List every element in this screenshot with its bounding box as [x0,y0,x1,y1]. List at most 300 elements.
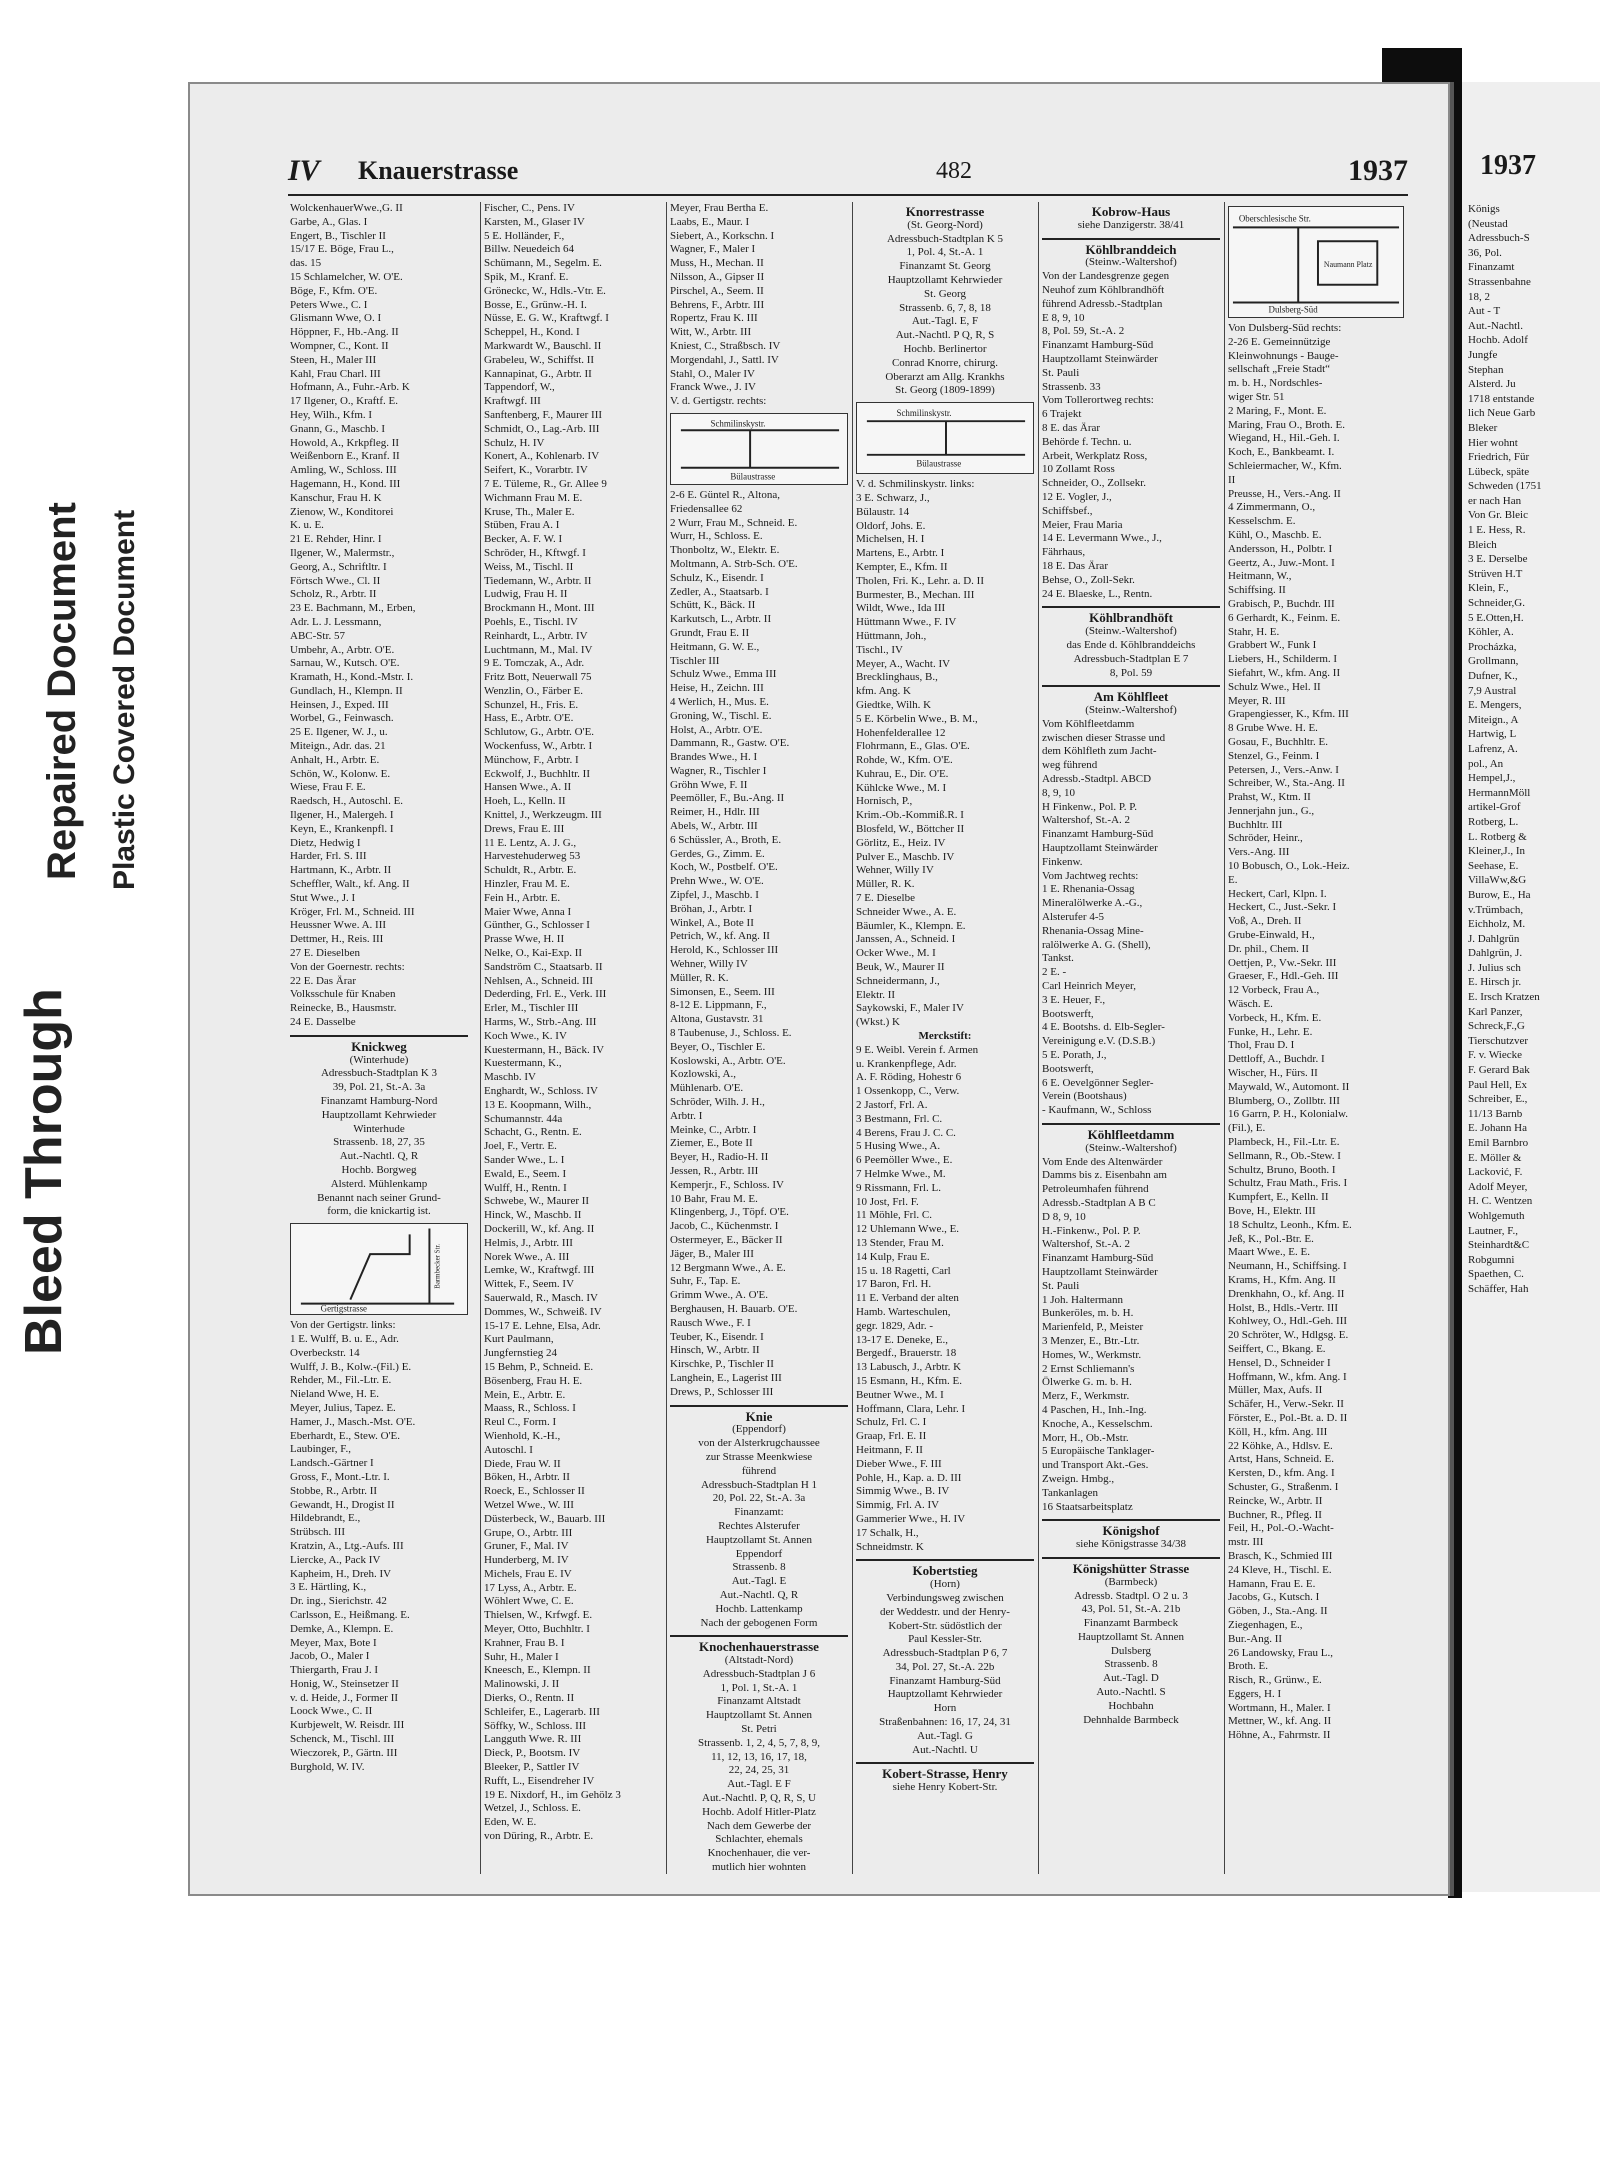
entry-line: Suhr, F., Tap. E. [670,1275,741,1288]
next-page-lines [1468,202,1600,1297]
entry-line: Kuestermann, H., Bäck. IV [484,1043,605,1056]
entry-line: Zipfel, J., Maschb. I [670,889,759,902]
section-title: Köhlbrandhöft [1042,606,1220,625]
entry-line: Keyn, E., Krankenpfl. I [290,822,394,835]
entry-line: siehe Henry Kobert-Str. [892,1781,998,1794]
entry-line: Hornisch, P., [856,795,913,808]
entry-line: Sarnau, W., Kutsch. O'E. [290,657,400,670]
entry-line: 18, 2 [1468,290,1490,303]
entry-line: 12 Vorbeck, Frau A., [1228,984,1320,997]
entry-line: Tankanlagen [1042,1486,1099,1499]
section-subtitle: (Horn) [930,1578,960,1591]
entry-line: VillaWw,&G [1468,874,1527,887]
entry-line: Geertz, A., Juw.-Mont. I [1228,556,1335,569]
entry-line: Rohde, W., Kfm. O'E. [856,754,953,767]
entry-line: Dr. phil., Chem. II [1228,942,1309,955]
entry-line: Autoschl. I [484,1443,533,1456]
entry-line: Dieber Wwe., F. III [856,1457,942,1470]
entry-line: Hansen Wwe., A. II [484,781,572,794]
entry-line: Meyer, Frau Bertha E. [670,202,769,214]
entry-line: Kannapinat, G., Arbtr. II [484,367,592,380]
entry-line: Sandström C., Staatsarb. II [484,960,603,973]
entry-line: Prahst, W., Ktm. II [1228,791,1311,804]
entry-line: Simonsen, E., Seem. III [670,985,775,998]
merckstift-title: Merckstift: [918,1030,972,1043]
section-lines [1042,219,1220,233]
entry-line: Stahr, H. E. [1228,625,1280,638]
entry-line: Overbeckstr. 14 [290,1346,360,1359]
entry-line: Mineralölwerke A.-G., [1042,897,1143,910]
entry-line: Kemperjr., F., Schloss. IV [670,1178,785,1191]
entry-line: Koch, E., Bankbeamt. I. [1228,446,1335,459]
entry-line: Grabisch, P., Buchdr. III [1228,597,1335,610]
entry-line: Maring, Frau O., Broth. E. [1228,418,1346,431]
map-label-3: Dulsberg-Süd [1268,304,1318,315]
entry-line: Hamer, J., Masch.-Mst. O'E. [290,1415,416,1428]
entry-line: 4 Werlich, H., Mus. E. [670,695,769,708]
entry-line: von Düring, R., Arbtr. E. [484,1830,594,1843]
entry-line: Dammann, R., Gastw. O'E. [670,737,790,750]
entry-line: II [1228,473,1236,486]
entry-line: Winterhude [353,1122,405,1135]
entry-line: Adolf Meyer, [1468,1180,1528,1193]
entry-line: Jacob, C., Küchenmstr. I [670,1220,779,1233]
entry-line: 2-26 E. Gemeinnützige [1228,335,1331,348]
entry-line: 13-17 E. Deneke, E., [856,1333,948,1346]
entry-line: Hinzler, Frau M. E. [484,878,570,891]
entry-line: Aut.-Tagl. E, F [911,315,979,328]
entry-line: 8 E. das Ärar [1042,421,1101,434]
entry-line: Weiss, M., Tischl. II [484,560,574,573]
entry-line: Knoche, A., Kesselschm. [1042,1417,1153,1430]
entry-line: kfm. Ang. K [856,685,911,698]
entry-line: Jennerjahn jun., G., [1228,804,1315,817]
entry-line: artikel-Grof [1468,801,1521,814]
entry-line: Maschb. IV [484,1071,536,1084]
entry-line: (Fil.), E. [1228,1122,1266,1135]
entry-line: Laubinger, F., [290,1443,351,1456]
entry-line: Gosau, F., Buchhltr. E. [1228,735,1328,748]
entry-line: Kersten, D., kfm. Ang. I [1228,1467,1335,1480]
year: 1937 [1348,154,1408,187]
entry-line: Graap, Frl. E. II [856,1430,927,1443]
entry-line: Broth. E. [1228,1660,1269,1673]
entry-line: Risch, R., Grünw., E. [1228,1674,1322,1687]
entry-line: - Kaufmann, W., Schloss [1042,1104,1152,1117]
entry-line: Damms bis z. Eisenbahn am [1042,1169,1167,1182]
entry-line: 24 E. Blaeske, L., Rentn. [1042,587,1153,600]
entry-line: Schiffsing. II [1228,584,1286,597]
entry-line: Kempter, E., Kfm. II [856,560,948,573]
entry-line: Ewald, E., Seem. I [484,1167,567,1180]
entry-line: Kraftwgf. III [484,395,541,408]
entry-line: Koch, W., Postbelf. O'E. [670,861,778,874]
entry-line: Hauptzollamt Steinwärder [1042,1265,1158,1278]
entry-line: Bur.-Ang. II [1228,1632,1283,1645]
entry-line: Amling, W., Schloss. III [290,464,397,477]
entry-line: Lautner, F., [1468,1224,1518,1237]
entry-line: Schreiber, W., Sta.-Ang. II [1228,777,1345,790]
entry-line: Schultz, Frau Math., Fris. I [1228,1177,1348,1190]
entry-line: Miteign., Adr. das. 21 [290,740,386,753]
entry-line: 9 E. Tomczak, A., Adr. [484,657,585,670]
entry-line: 2 Wurr, Frau M., Schneid. E. [670,516,798,529]
entry-line: E. Irsch Kratzen [1468,991,1540,1004]
entry-line: Giedtke, Wilh. K [856,698,932,711]
entry-line: Schweden (1751 [1468,480,1542,493]
entry-line: Hüttmann, Joh., [856,629,927,642]
entry-line: Altona, Gustavstr. 31 [670,1013,764,1026]
entry-line: Simmig Wwe., B. IV [856,1485,950,1498]
entry-line: Hauptzollamt St. Annen [705,1533,812,1546]
entry-line: 11 E. Verband der alten [856,1292,959,1305]
entry-line: 10 Zollamt Ross [1042,463,1115,476]
entry-line: von der Alsterkrugchaussee [698,1437,820,1450]
entry-line: Robgumni [1468,1253,1515,1266]
entry-line: Vom Köhlfleetdamm [1042,717,1135,730]
entry-line: Rotberg, L. [1468,815,1519,828]
column-divider [852,202,853,1874]
entry-line: lich Neue Garb [1468,407,1536,420]
entry-line: Vers.-Ang. III [1228,846,1290,859]
entry-line: Heitmann, W., [1228,570,1292,583]
entry-line: Ziemer, E., Bote II [670,1137,753,1150]
entry-line: Münchow, F., Arbtr. I [484,753,579,766]
entry-line: Seehase, E. [1468,859,1519,872]
entry-line: Georg, A., Schriftltr. I [290,560,387,573]
entry-line: Dufner, K., [1468,670,1518,682]
entry-line: Siefahrt, W., kfm. Ang. II [1228,666,1341,679]
entry-line: Behrens, F., Arbtr. III [670,298,765,311]
entry-line: Von der Gertigstr. links: [290,1319,396,1332]
entry-line: Adressbuch-Stadtplan P 6, 7 [882,1647,1008,1660]
entry-line: Nilsson, A., Gipser II [670,270,765,283]
entry-line: (Neustad [1468,217,1508,230]
entry-line: Bove, H., Elektr. III [1228,1205,1316,1217]
entry-line: Dierks, O., Rentn. II [484,1692,575,1705]
entry-line: Dieck, P., Bootsm. IV [484,1747,581,1760]
entry-line: 3 E. Härtling, K., [290,1581,367,1594]
entry-line: Reimer, H., Hdlr. III [670,806,760,819]
entry-line: Engert, B., Tischler II [290,229,386,242]
entry-line: Bleker [1468,421,1498,434]
entry-line: Wockenfuss, W., Arbtr. I [484,740,593,753]
entry-line: Brandes Wwe., H. I [670,751,758,764]
col6-lines [1228,322,1404,1743]
entry-line: Dommes, W., Schweiß. IV [484,1305,602,1318]
entry-line: Beyer, O., Tischler E. [670,1040,766,1053]
entry-line: Eggers, H. I [1228,1687,1282,1700]
entry-line: Ziegenhagen, E., [1228,1618,1303,1631]
entry-line: F. v. Wiecke [1468,1049,1522,1062]
entry-line: Lacković, F. [1468,1166,1523,1179]
entry-line: J. Dahlgrün [1468,932,1520,945]
entry-line: 1 Ossenkopp, C., Verw. [856,1085,960,1098]
entry-line: 5 E.Otten,H. [1468,611,1524,624]
entry-line: Strüven H.T [1468,567,1523,580]
entry-line: der Weddestr. und der Henry- [880,1605,1010,1618]
entry-line: Bootswerft, [1042,1007,1094,1020]
entry-line: Hagemann, H., Kond. III [290,477,401,490]
entry-line: St. Petri [741,1723,777,1736]
entry-line: Neumann, H., Schiffsing. I [1228,1260,1347,1273]
entry-line: Drews, P., Schlosser III [670,1385,774,1398]
entry-line: Schlachter, ehemals [715,1833,803,1846]
entry-line: 3 Menzer, E., Btr.-Ltr. [1042,1334,1140,1347]
street-heading: Knauerstrasse [358,156,519,185]
entry-line: Vom Tollerortweg rechts: [1042,394,1154,407]
entry-line: Roeck, E., Schlosser II [484,1485,585,1498]
entry-line: Wulff, J. B., Kolw.-(Fil.) E. [290,1360,412,1373]
entry-line: 21 E. Rehder, Hinr. I [290,533,382,546]
column-2 [484,202,662,1882]
entry-line: Sander Wwe., L. I [484,1153,565,1166]
entry-line: Thonboltz, W., Elektr. E. [670,544,780,557]
entry-line: Grollmann, [1468,655,1519,668]
entry-line: Preusse, H., Vers.-Ang. II [1228,487,1341,500]
entry-line: Kesselschm. E. [1228,515,1296,528]
entry-line: Wehner, Willy IV [670,958,748,971]
entry-line: Köhler, A. [1468,626,1514,639]
entry-line: Strassenb. 6, 7, 8, 18 [899,301,991,314]
column-6 [1228,202,1404,1882]
entry-line: Carlsson, E., Heißmang. E. [290,1608,410,1621]
entry-line: Wäsch. E. [1228,998,1273,1011]
entry-line: Thielsen, W., Krfwgf. E. [484,1609,593,1622]
entry-line: Stut Wwe., J. I [290,891,356,904]
entry-line: Kratzin, A., Ltg.-Aufs. III [290,1539,404,1552]
knickweg-map-svg [291,1224,467,1314]
entry-line: Adressbuch-Stadtplan E 7 [1073,652,1189,665]
entry-line: Aut.-Tagl. G [917,1729,973,1742]
entry-line: 7 E. Dieselbe [856,892,915,905]
entry-line: Weißenborn E., Kranf. II [290,450,400,463]
entry-line: 24 E. Dasselbe [290,1016,356,1029]
entry-line: Teuber, K., Eisendr. I [670,1330,764,1343]
street-map [1228,206,1404,318]
entry-line: 24 Kleve, H., Tischl. E. [1228,1563,1332,1576]
entry-line: Hauptzollamt St. Annen [705,1709,812,1722]
entry-line: führend [741,1464,777,1477]
entry-line: Schulz Wwe., Emma III [670,668,777,681]
entry-line: L. Rotberg & [1468,830,1527,843]
entry-line: Steinhardt&C [1468,1239,1530,1252]
entry-line: E. Möller & [1468,1151,1522,1164]
entry-line: Langhein, E., Lagerist III [670,1371,782,1384]
entry-line: Hempel,J., [1468,772,1516,785]
entry-line: Norek Wwe., A. III [484,1250,570,1263]
entry-line: Von Gr. Bleic [1468,509,1528,522]
column-5 [1042,202,1220,1882]
entry-line: Hey, Wilh., Kfm. I [290,408,373,421]
entry-line: 1 E. Hess, R. [1468,524,1526,537]
entry-line: wiger Str. 51 [1228,390,1285,403]
entry-line: Von der Landesgrenze gegen [1042,270,1170,283]
entry-line: Simmig, Frl. A. IV [856,1499,940,1512]
entry-line: Merz, F., Werkmstr. [1042,1390,1130,1403]
entry-line: Gruner, F., Mal. IV [484,1540,569,1553]
entry-line: 16 Garrn, P. H., Kolonialw. [1228,1108,1348,1121]
entry-line: H. C. Wentzen [1468,1195,1533,1208]
entry-line: (Wkst.) K [856,1016,900,1029]
entry-line: V. d. Gertigstr. rechts: [670,395,767,408]
entry-line: 11, 12, 13, 16, 17, 18, [711,1750,807,1763]
entry-line: Heinsen, J., Exped. III [290,698,389,711]
entry-line: Procházka, [1468,640,1517,653]
entry-line: 6 Peemöller Wwe., E. [856,1154,953,1167]
entry-line: Finkenw. [1042,855,1083,868]
entry-line: 9 Rissmann, Frl. L. [856,1181,941,1194]
section-title: Am Köhlfleet [1042,685,1220,704]
section-lines [670,1437,848,1630]
entry-line: Finanzamt St. Georg [899,260,991,273]
entry-line: Wehner, Willy IV [856,864,934,877]
entry-line: Kuestermann, K., [484,1057,562,1070]
entry-line: Funke, H., Lehr. E. [1228,1025,1313,1038]
entry-line: Bülaustr. 14 [856,505,910,518]
entry-line: Schleiermacher, W., Kfm. [1228,459,1342,472]
entry-line: St. Pauli [1042,1279,1080,1292]
entry-line: Reinhardt, L., Arbtr. IV [484,629,588,642]
entry-line: Thiergarth, Frau J. I [290,1664,379,1677]
entry-line: Aut.-Nachtl. Q, R [719,1588,799,1601]
entry-line: Strassenbahne [1468,275,1531,288]
entry-line: 5 Husing Wwe., A. [856,1140,941,1153]
entry-line: Helmis, J., Arbtr. III [484,1236,573,1249]
entry-line: Worbel, G., Feinwasch. [290,712,394,725]
entry-line: St. Georg [924,287,966,300]
entry-line: Muss, H., Mechan. II [670,257,764,270]
entry-line: 13 E. Koopmann, Wilh., [484,1098,592,1111]
entry-line: Finanzamt Hamburg-Nord [320,1095,438,1107]
entry-line: Tappendorf, W., [484,381,555,394]
entry-line: Seiffert, C., Bkang. E. [1228,1342,1326,1355]
column-divider [666,202,667,1874]
entry-line: Koslowski, A., Arbtr. O'E. [670,1054,786,1067]
entry-line: 3 Bestmann, Frl. C. [856,1112,943,1125]
entry-line: 1 Joh. Haltermann [1042,1293,1123,1306]
entry-line: Friedrich, Für [1468,451,1530,464]
entry-line: Thol, Frau D. I [1228,1039,1295,1052]
entry-line: 23 E. Bachmann, M., Erben, [290,602,416,615]
entry-line: Fährhaus, [1042,546,1086,559]
entry-line: 7,9 Austral [1468,684,1517,697]
entry-line: und Transport Akt.-Ges. [1042,1459,1149,1472]
entry-line: Rhenania-Ossag Mine- [1042,924,1144,937]
entry-line: Grube-Einwald, H., [1228,929,1315,942]
entry-line: Carl Heinrich Meyer, [1042,980,1136,993]
entry-line: Reincke, W., Arbtr. II [1228,1494,1323,1507]
entry-line: Schultz, Bruno, Booth. I [1228,1163,1336,1176]
entry-line: Landsch.-Gärtner I [290,1457,374,1470]
entry-line: zur Strasse Meenkwiese [705,1450,813,1463]
entry-line: Flohrmann, E., Glas. O'E. [856,740,970,753]
entry-line: Maass, R., Schloss. I [484,1402,576,1415]
entry-line: St. Georg (1809-1899) [895,384,995,397]
entry-line: J. Julius sch [1468,961,1521,974]
entry-line: Aut.-Nachtl. U [912,1743,978,1756]
entry-line: Wöhlert Wwe, C. E. [484,1595,574,1608]
entry-line: Demke, A., Klempn. E. [290,1622,394,1635]
entry-line: Adressb.-Stadtpl. ABCD [1042,773,1152,786]
section-lines [290,1067,468,1219]
entry-line: Peters Wwe., C. I [290,298,368,311]
entry-line: Blosfeld, W., Böttcher II [856,823,965,836]
entry-line: Wulff, H., Rentn. I [484,1181,567,1194]
entry-line: Vereinigung e.V. (D.S.B.) [1042,1035,1156,1048]
schmilinsky-map-svg [671,414,847,484]
entry-line: Wienhold, K.-H., [484,1429,561,1442]
entry-line: 10 Bahr, Frau M. E. [670,1192,758,1205]
entry-line: Krahner, Frau B. I [484,1636,565,1649]
entry-line: Hoffmann, W., kfm. Ang. I [1228,1370,1347,1383]
entry-line: HermannMöll [1468,786,1531,799]
entry-line: Heitmann, G. W. E., [670,640,760,653]
entry-line: Bootswerft, [1042,1062,1094,1075]
plastic-covered-label: Plastic Covered Document [108,509,141,890]
entry-line: Markwardt W., Bauschl. II [484,339,602,352]
entry-line: Ocker Wwe., M. I [856,947,936,960]
entry-line: Martens, E., Arbtr. I [856,547,945,560]
entry-line: Jessen, R., Arbtr. III [670,1165,759,1177]
entry-line: Feil, H., Pol.-O.-Wacht- [1228,1522,1334,1535]
entry-line: Wieczorek, P., Gärtn. III [290,1746,398,1759]
column-4 [856,202,1034,1882]
section-lines [856,1781,1034,1795]
entry-line: Wildt, Wwe., Ida III [856,602,946,615]
entry-line: Mühlenarb. O'E. [670,1082,744,1095]
entry-line: Diede, Frau W. II [484,1457,561,1470]
entry-line: Alsterd. Ju [1468,378,1516,391]
entry-line: Finanzamt [1468,261,1515,274]
entry-line: Petroleumhafen führend [1042,1183,1149,1196]
entry-line: 6 E. Oevelgönner Segler- [1042,1076,1154,1089]
entry-line: Schacht, G., Rentn. E. [484,1126,582,1139]
entry-line: Knochenhauer, die ver- [707,1847,811,1860]
entry-line: Wagner, F., Maler I [670,243,756,256]
entry-line: Behörde f. Techn. u. [1042,435,1132,448]
entry-line: Brockmann H., Mont. III [484,602,595,615]
entry-line: 6 Schüssler, A., Broth, E. [670,833,782,846]
entry-line: Heckert, Carl, Klpn. I. [1228,887,1327,900]
section-title: Kobrow-Haus [1091,204,1171,219]
section-subtitle: (St. Georg-Nord) [907,218,983,231]
entry-line: Sanftenberg, F., Maurer III [484,408,603,421]
entry-line: Von der Goernestr. rechts: [290,960,405,973]
entry-line: 11 Möhle, Frl. C. [856,1209,932,1222]
entry-line: Zedler, A., Staatsarb. I [670,585,769,598]
entry-line: Adressbuch-Stadtplan K 5 [886,232,1004,245]
entry-line: Söffky, W., Schloss. III [484,1719,587,1732]
entry-line: Erler, M., Tischler III [484,1002,579,1015]
volume-number: IV [288,154,320,187]
entry-line: Horn [933,1702,957,1715]
entry-line: H Finkenw., Pol. P. P. [1042,800,1137,813]
entry-line: Laabs, E., Maur. I [670,215,750,228]
entry-line: Finanzamt Barmbeck [1083,1617,1179,1630]
entry-line: Witt, W., Arbtr. III [670,326,752,339]
entry-line: Jacob, O., Maler I [290,1650,370,1663]
entry-line: Herold, K., Schlosser III [670,944,779,957]
entry-line: Kumpfert, E., Kelln. II [1228,1191,1329,1204]
entry-line: Wompner, C., Kont. II [290,339,389,352]
column-3 [670,202,848,1882]
entry-line: Wischer, H., Fürs. II [1228,1067,1318,1080]
entry-line: 15 Behm, P., Schneid. E. [484,1360,594,1373]
entry-line: Ostermeyer, E., Bäcker II [670,1233,783,1246]
entry-line: 3 E. Schwarz, J., [856,491,930,504]
entry-line: V. d. Schmilinskystr. links: [856,478,975,491]
